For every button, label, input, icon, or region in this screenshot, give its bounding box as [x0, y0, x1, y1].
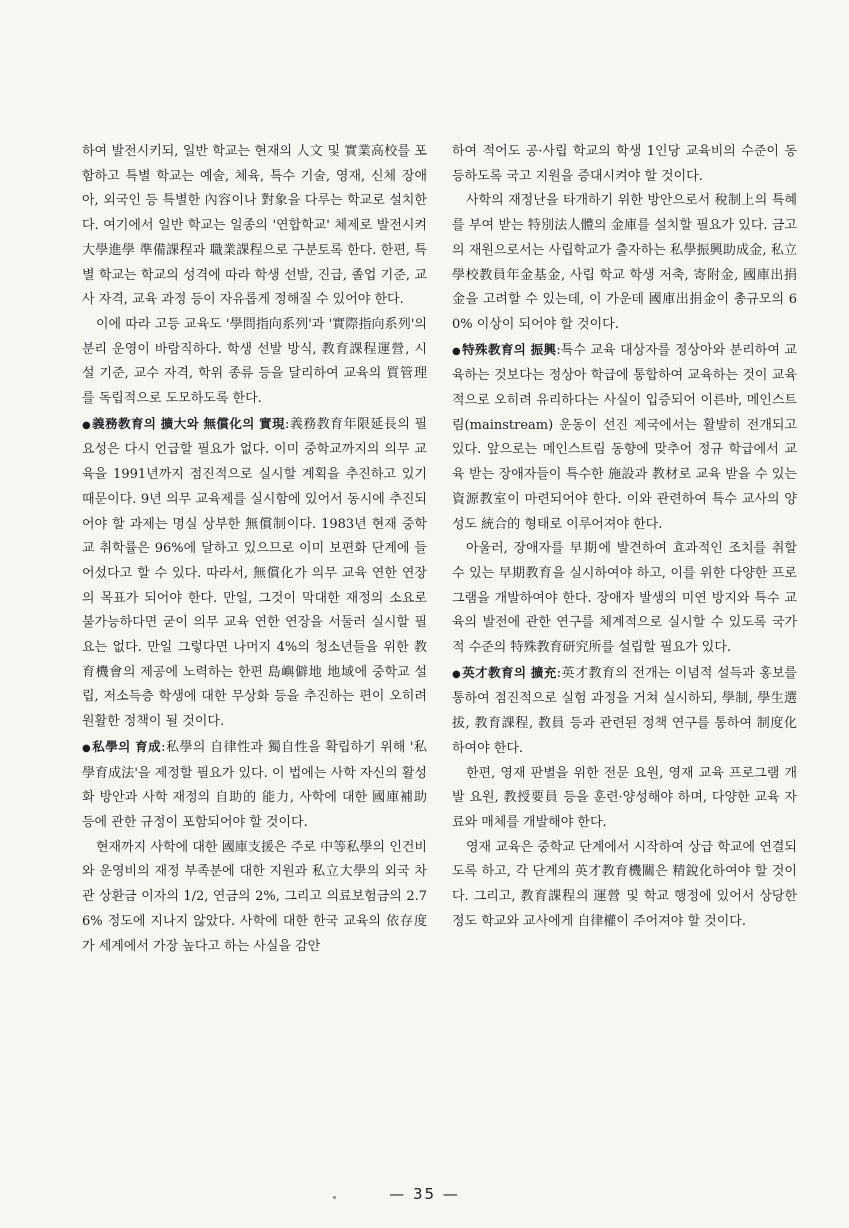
bullet-icon: ● — [82, 419, 92, 431]
section-paragraph — [82, 412, 427, 735]
heading-colon: : — [556, 342, 561, 358]
section-paragraph — [82, 735, 427, 836]
paragraph: 한편, 영재 판별을 위한 전문 요원, 영재 교육 프로그램 개발 요원, 教授要員 등을 훈련·양성해야 하며, 다양한 교육 자료와 매체를 개발해야 한다. — [452, 765, 797, 830]
section-heading: 特殊教育의 振興 — [462, 341, 557, 357]
paragraph: 영재 교육은 중학교 단계에서 시작하여 상급 학교에 연결되도록 하고, 각 단계의 英才教育機關은 精銳化하여야 할 것이다. 그리고, 教育課程의 運營 및 학교 행정에 있어서 상당한 정도 학교와 교사에게 自律權이 주어져야 할 것이다. — [452, 839, 797, 929]
section-paragraph — [452, 661, 797, 762]
heading-colon: : — [556, 665, 562, 681]
heading-colon: : — [161, 739, 166, 755]
paragraph: 현재까지 사학에 대한 國庫支援은 주로 中等私學의 인건비와 운영비의 재정 부족분에 대한 지원과 私立大學의 외국 차관 상환금 이자의 1/2, 연금의 2%, 그리고 의료보험금의 2.76% 정도에 지나지 않았다. 사학에 대한 한국 교육의 依存度가 세계에서 가장 높다고 하는 사실을 감안 — [82, 839, 427, 954]
left-column — [82, 140, 427, 959]
bullet-icon: ● — [82, 742, 92, 754]
bullet-icon: ● — [452, 345, 462, 357]
section-body: 특수 교육 대상자를 정상아와 분리하여 교육하는 것보다는 정상아 학급에 통합하여 교육하는 것이 교육적으로 오히려 유리하다는 사실이 입증되어 이른바, 메인스트림(mainstream) 운동이 선진 제국에서는 활발히 전개되고 있다. 앞으로는 메인스트림 동향에 맞추어 정규 학급에서 교육 받는 장애자들이 특수한 施設과 教材로 교육 받을 수 있는 資源教室이 마련되어야 한다. 이와 관련하여 특수 교사의 양성도 統合的 형태로 이루어져야 한다. — [452, 342, 797, 532]
heading-colon: : — [285, 416, 290, 432]
section-body: 私學의 自律性과 獨自性을 확립하기 위해 '私學育成法'을 제정할 필요가 있다. 이 법에는 사학 자신의 활성화 방안과 사학 재정의 自助的 能力, 사학에 대한 國庫補助 등에 관한 규정이 포함되어야 할 것이다. — [82, 739, 427, 830]
section-heading: 英才教育의 擴充 — [462, 664, 557, 680]
section-paragraph — [452, 338, 797, 538]
section-heading: 私學의 育成 — [92, 738, 162, 754]
paragraph: 아울러, 장애자를 早期에 발견하여 효과적인 조치를 취할 수 있는 早期教育을 실시하여야 하고, 이를 위한 다양한 프로그램을 개발하여야 한다. 장애자 발생의 미연 방지와 특수 교육의 발전에 관한 연구를 체계적으로 실시할 수 있도록 국가적 수준의 特殊教育研究所를 설립할 필요가 있다. — [452, 541, 797, 656]
page-number: — 35 — — [389, 1185, 460, 1203]
section-heading: 義務教育의 擴大와 無償化의 實現 — [92, 415, 286, 431]
section-body: 義務教育年限延長의 필요성은 다시 언급할 필요가 없다. 이미 중학교까지의 의무 교육을 1991년까지 점진적으로 실시할 계획을 추진하고 있기 때문이다. 9년 의무 교육제를 실시함에 있어서 동시에 추진되어야 할 과제는 명실 상부한 無償制이다. 1983년 현재 중학교 취학률은 96%에 달하고 있으므로 이미 보편화 단계에 들어섰다고 할 수 있다. 따라서, 無償化가 의무 교육 연한 연장의 목표가 되어야 한다. 만일, 그것이 막대한 재정의 소요로 불가능하다면 굳이 의무 교육 연한 연장을 서둘러 실시할 필요는 없다. 만일 그렇다면 나머지 4%의 청소년들을 위한 教育機會의 제공에 노력하는 한편 島嶼僻地 地域에 중학교 설립, 저소득층 학생에 대한 무상화 등을 추진하는 편이 오히려 원활한 정책이 될 것이다. — [82, 416, 428, 730]
paragraph: 하여 적어도 공·사립 학교의 학생 1인당 교육비의 수준이 동등하도록 국고 지원을 증대시켜야 할 것이다. — [452, 144, 797, 184]
section-body: 英才教育의 전개는 이념적 설득과 홍보를 통하여 점진적으로 실험 과정을 거쳐 실시하되, 學制, 學生選拔, 教育課程, 教員 등과 관련된 정책 연구를 통하여 制度化하여야 한다. — [452, 665, 797, 756]
paragraph: 하여 발전시키되, 일반 학교는 현재의 人文 및 實業高校를 포함하고 특별 학교는 예술, 체육, 특수 기술, 영재, 신체 장애아, 외국인 등 특별한 內容이나 對象을 다루는 학교로 설치한다. 여기에서 일반 학교는 일종의 '연합학교' 체제로 발전시켜 大學進學 準備課程과 職業課程으로 구분토록 한다. 한편, 특별 학교는 학교의 성격에 따라 학생 선발, 진급, 졸업 기준, 교사 자격, 교육 과정 등이 자유롭게 정해질 수 있어야 한다. — [82, 144, 427, 308]
paragraph: 이에 따라 고등 교육도 '學問指向系列'과 '實際指向系列'의 분리 운영이 바람직하다. 학생 선발 방식, 教育課程運營, 시설 기준, 교수 자격, 학위 종류 등을 달리하여 교육의 質管理를 독립적으로 도모하도록 한다. — [82, 316, 427, 407]
bullet-icon: ● — [452, 668, 462, 680]
paragraph: 사학의 재정난을 타개하기 위한 방안으로서 稅制上의 특혜를 부여 받는 特別法人體의 金庫를 설치할 필요가 있다. 금고의 재원으로서는 사립학교가 출자하는 私學振興助成金, 私立學校教員年金基金, 사립 학교 학생 저축, 寄附金, 國庫出捐金을 고려할 수 있는데, 이 가운데 國庫出捐金이 총규모의 60% 이상이 되어야 할 것이다. — [452, 193, 797, 332]
right-column — [452, 140, 797, 935]
